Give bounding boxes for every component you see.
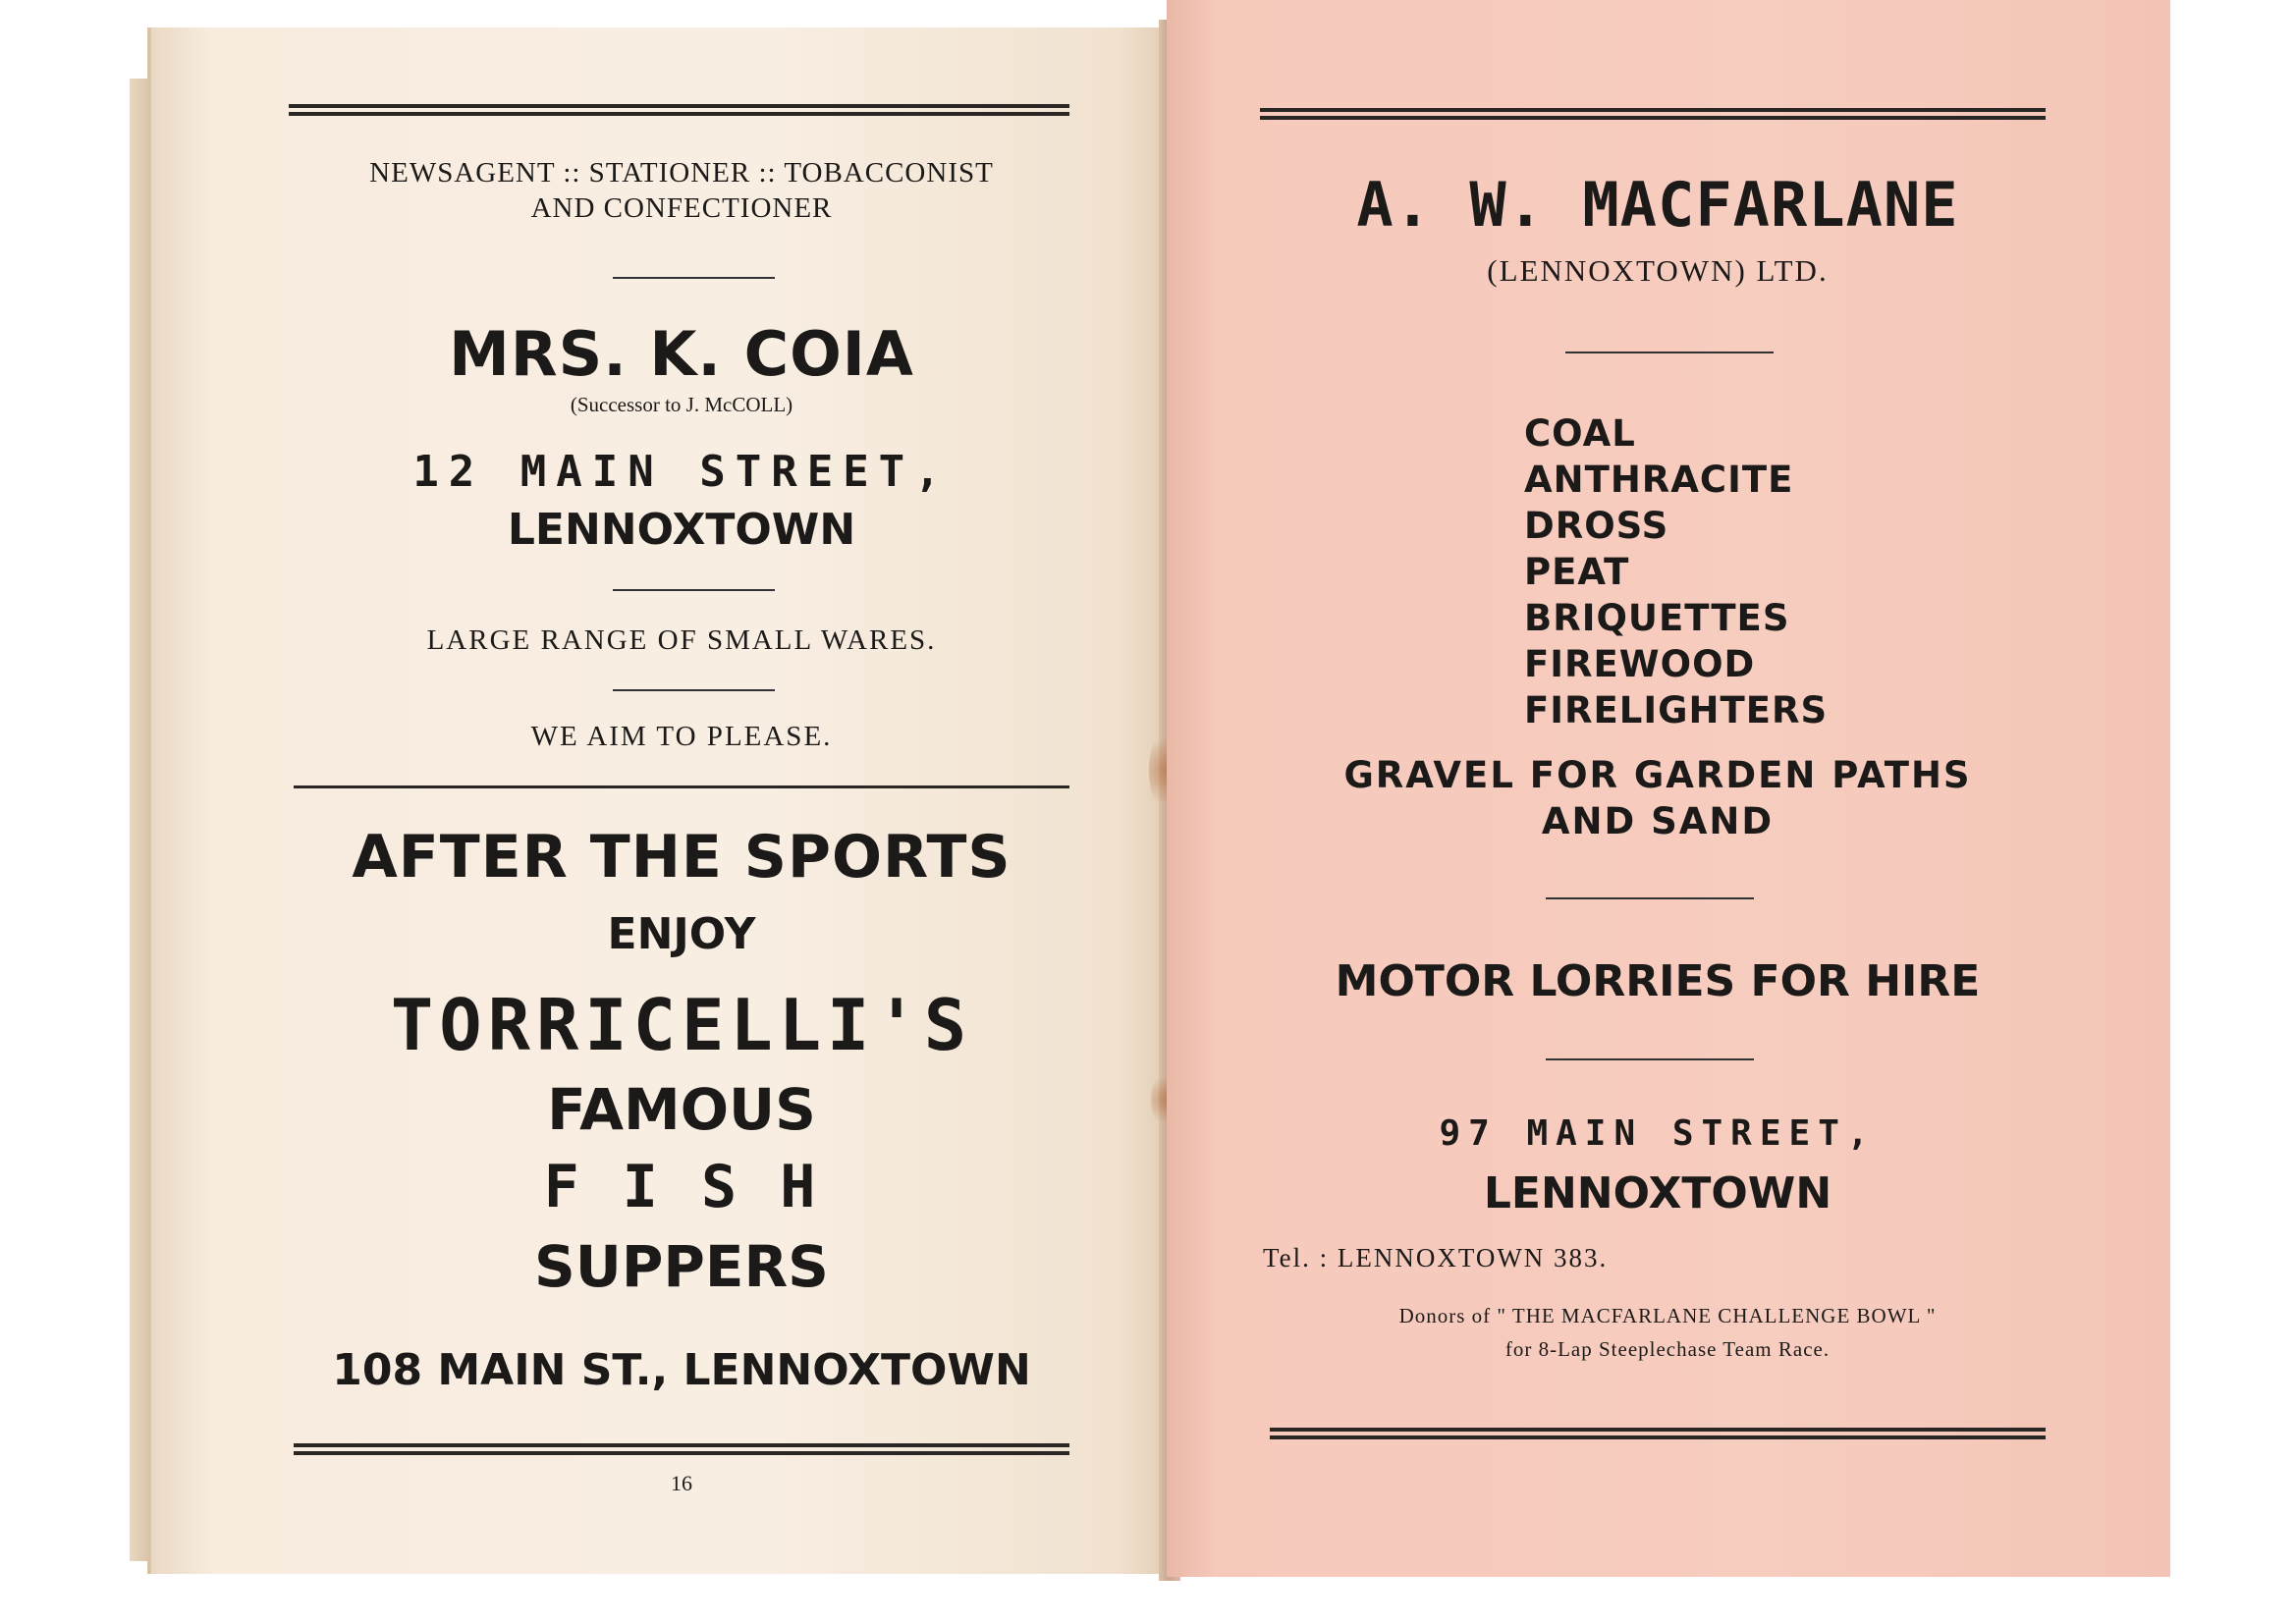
trades-line-2: AND CONFECTIONER: [530, 192, 833, 224]
company-sub: (LENNOXTOWN) LTD.: [1487, 253, 1829, 288]
divider: [613, 277, 775, 279]
divider: [1565, 352, 1774, 353]
product-item: FIREWOOD: [1524, 643, 1756, 685]
page-number: 16: [671, 1471, 692, 1495]
company-name: A. W. MACFARLANE: [1356, 169, 1959, 241]
top-double-rule: [1260, 108, 2046, 120]
product-item: DROSS: [1524, 505, 1669, 547]
telephone-line: Tel. : LENNOXTOWN 383.: [1263, 1243, 1609, 1272]
torr-headline: AFTER THE SPORTS: [352, 823, 1011, 892]
product-list: [1524, 410, 1828, 733]
torr-famous: FAMOUS: [547, 1076, 816, 1143]
product-item: PEAT: [1524, 551, 1630, 593]
bottom-double-rule: [1270, 1428, 2046, 1439]
coia-motto: WE AIM TO PLEASE.: [530, 721, 833, 752]
trades-line-1: NEWSAGENT :: STATIONER :: TOBACCONIST: [369, 157, 994, 189]
coia-successor: (Successor to J. McCOLL): [570, 393, 793, 416]
donors-line-2: for 8-Lap Steeplechase Team Race.: [1504, 1337, 1831, 1361]
product-item: BRIQUETTES: [1524, 597, 1790, 639]
left-page: [147, 27, 1169, 1574]
torr-address: 108 MAIN ST., LENNOXTOWN: [332, 1345, 1031, 1395]
product-item: COAL: [1524, 412, 1636, 455]
divider: [613, 689, 775, 691]
top-double-rule: [289, 104, 1069, 116]
torr-name: TORRICELLI'S: [390, 984, 973, 1066]
divider: [613, 589, 775, 591]
product-item: FIRELIGHTERS: [1524, 689, 1829, 731]
divider: [1546, 1058, 1754, 1060]
torr-suppers: SUPPERS: [534, 1233, 829, 1300]
section-rule: [294, 785, 1069, 788]
donors-line-1: Donors of " THE MACFARLANE CHALLENGE BOWL ": [1398, 1304, 1937, 1327]
coia-address: 12 MAIN STREET,: [412, 447, 951, 497]
torr-fish: F I S H: [543, 1153, 820, 1221]
coia-wares: LARGE RANGE OF SMALL WARES.: [426, 624, 937, 656]
divider: [1546, 897, 1754, 899]
bottom-double-rule: [294, 1443, 1069, 1455]
address-line: 97 MAIN STREET,: [1439, 1113, 1877, 1154]
coia-name: MRS. K. COIA: [449, 318, 914, 390]
product-item: ANTHRACITE: [1524, 459, 1794, 501]
gravel-line-2: AND SAND: [1541, 800, 1775, 842]
gravel-line-1: GRAVEL FOR GARDEN PATHS: [1343, 754, 1972, 796]
town-line: LENNOXTOWN: [1483, 1168, 1832, 1218]
lorries-line: MOTOR LORRIES FOR HIRE: [1335, 956, 1981, 1006]
right-page: [1167, 0, 2170, 1577]
torr-enjoy: ENJOY: [607, 909, 756, 959]
coia-town: LENNOXTOWN: [507, 505, 856, 555]
